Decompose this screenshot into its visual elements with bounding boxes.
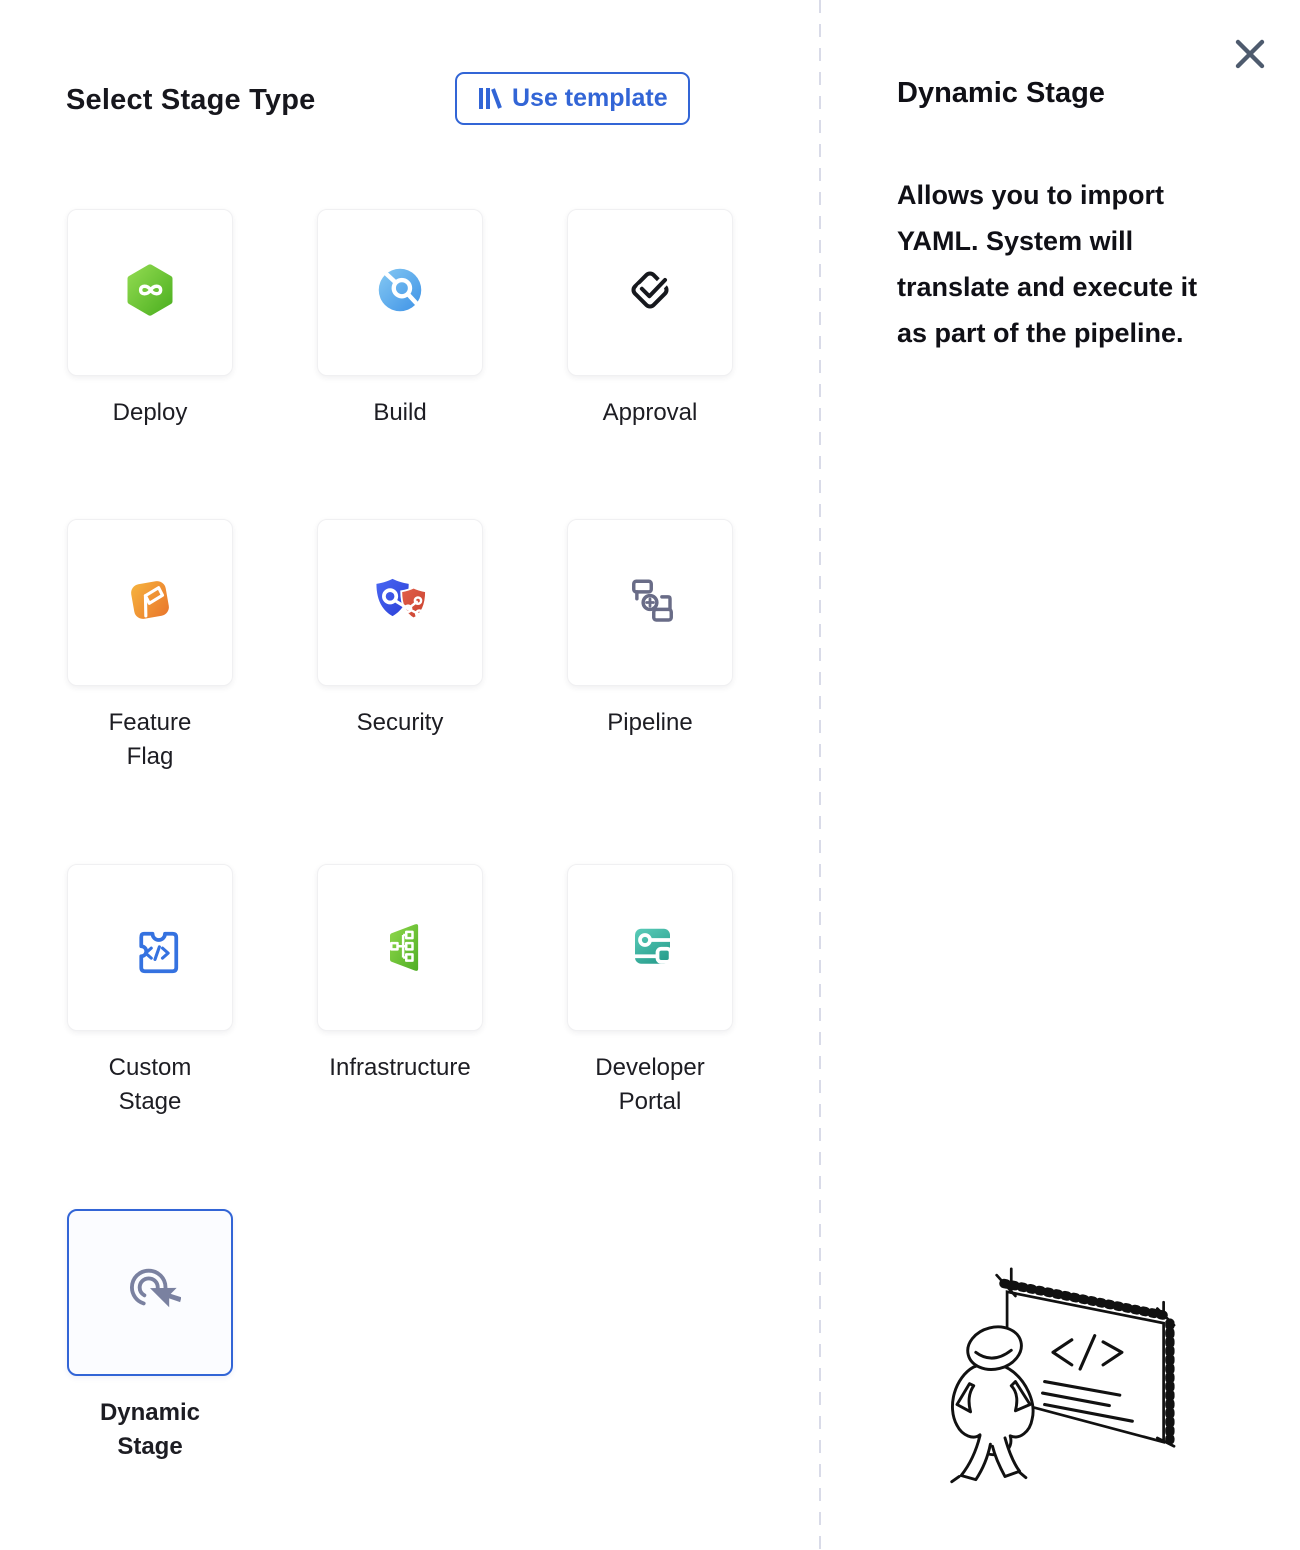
- stage-card-approval[interactable]: Approval: [567, 209, 733, 430]
- code-puzzle-icon: [120, 915, 180, 980]
- stage-card-feature-flag[interactable]: Feature Flag: [67, 519, 233, 774]
- details-title: Dynamic Stage: [897, 77, 1105, 109]
- click-cursor-icon: [119, 1259, 181, 1326]
- stage-card-dynamic-stage[interactable]: Dynamic Stage: [67, 1209, 233, 1464]
- sliders-tile-icon: [620, 915, 680, 980]
- stage-card-developer-portal[interactable]: Developer Portal: [567, 864, 733, 1119]
- close-button[interactable]: [1230, 34, 1270, 74]
- stage-card-infrastructure[interactable]: Infrastructure: [317, 864, 483, 1085]
- library-books-icon: [477, 85, 502, 112]
- details-description: Allows you to import YAML. System will translate and execute it as part of the pipeline.: [897, 180, 1198, 348]
- stage-card-build[interactable]: Build: [317, 209, 483, 430]
- use-template-button[interactable]: Use template: [455, 72, 690, 125]
- diamond-check-icon: [620, 260, 680, 325]
- flag-tile-icon: [120, 570, 180, 635]
- close-icon: [1233, 37, 1267, 71]
- person-presenting-code-board-illustration: [903, 1248, 1203, 1493]
- page-title: Select Stage Type: [66, 84, 316, 116]
- stage-card-deploy[interactable]: Deploy: [67, 209, 233, 430]
- stage-card-security[interactable]: Security: [317, 519, 483, 740]
- infinity-hexagon-icon: [120, 260, 180, 325]
- dual-shield-scan-icon: [369, 571, 431, 634]
- network-panel-icon: [370, 915, 430, 980]
- stage-card-custom-stage[interactable]: Custom Stage: [67, 864, 233, 1119]
- ci-magnifier-circle-icon: [370, 260, 430, 325]
- stage-card-pipeline[interactable]: Pipeline: [567, 519, 733, 740]
- stage-details-panel: [821, 0, 1300, 1550]
- flowchart-plus-icon: [620, 570, 680, 635]
